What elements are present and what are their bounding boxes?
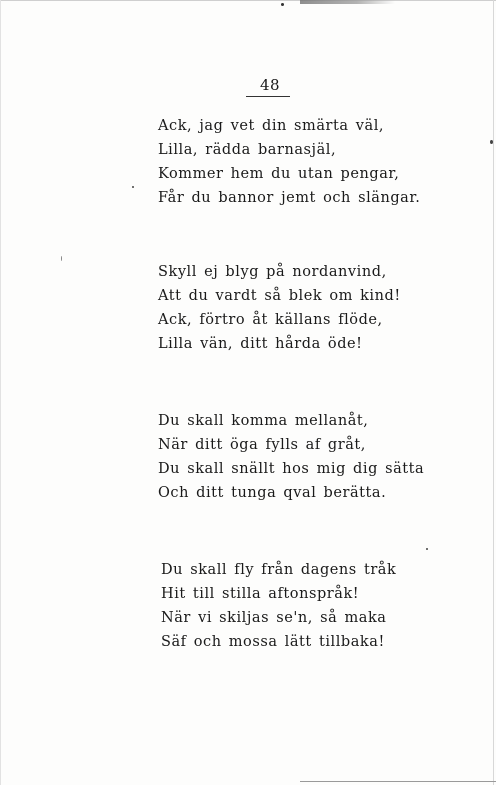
poem-line: Du skall fly från dagens tråk [161, 562, 397, 578]
poem-line: Skyll ej blyg på nordanvind, [158, 264, 387, 280]
poem-stanza-2 [158, 260, 458, 356]
scan-speck [61, 256, 62, 261]
poem-line: Ack, förtro åt källans flöde, [158, 312, 383, 328]
page-number-rule [246, 96, 290, 97]
poem-line: Lilla, rädda barnasjäl, [158, 142, 337, 158]
poem-line: Får du bannor jemt och slängar. [158, 190, 421, 206]
poem-line: Att du vardt så blek om kind! [158, 288, 401, 304]
page-number: 48 [259, 76, 281, 94]
poem-line: Och ditt tunga qval berätta. [158, 485, 387, 501]
scan-speck [281, 3, 284, 6]
poem-line: Kommer hem du utan pengar, [158, 166, 400, 182]
poem-line: När vi skiljas se'n, så maka [161, 610, 387, 626]
scan-left-edge [0, 0, 1, 785]
scan-speck [490, 140, 493, 144]
poem-line: Säf och mossa lätt tillbaka! [161, 634, 385, 650]
poem-line: Du skall komma mellanåt, [158, 413, 369, 429]
poem-line: Hit till stilla aftonspråk! [161, 586, 360, 602]
scan-right-edge [493, 0, 494, 785]
scan-bottom-edge [300, 781, 496, 782]
poem-line: Ack, jag vet din smärta väl, [158, 118, 385, 134]
poem-stanza-4 [161, 558, 461, 654]
poem-stanza-1 [158, 114, 458, 210]
poem-line: Du skall snällt hos mig dig sätta [158, 461, 425, 477]
scan-smudge [300, 0, 395, 4]
poem-line: När ditt öga fylls af gråt, [158, 437, 366, 453]
scan-speck [426, 548, 428, 550]
scan-speck [132, 186, 134, 188]
scan-top-edge [0, 0, 496, 7]
poem-line: Lilla vän, ditt hårda öde! [158, 336, 363, 352]
poem-stanza-3 [158, 409, 458, 505]
